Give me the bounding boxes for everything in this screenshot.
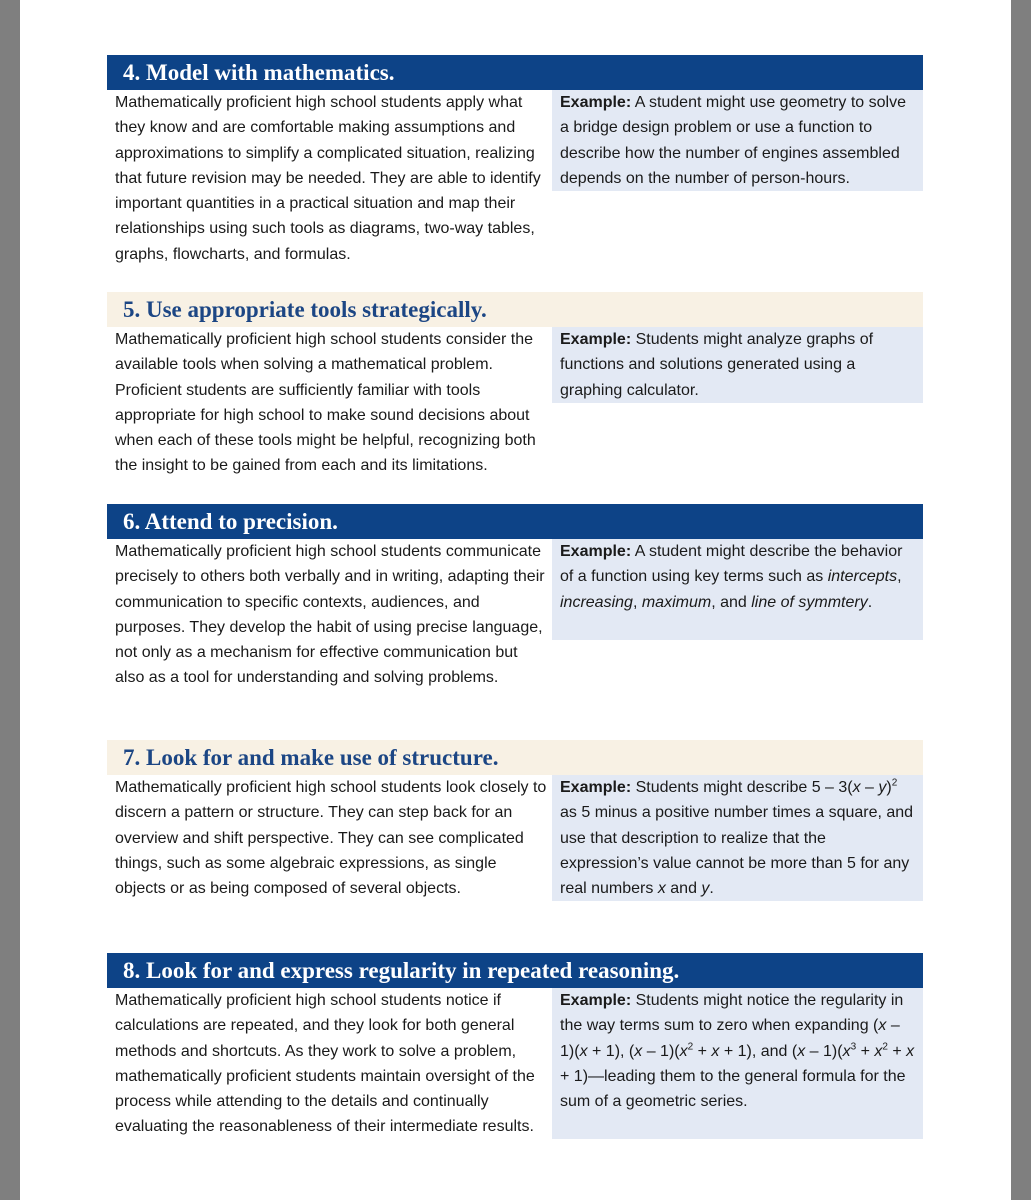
practice-section-5 <box>107 292 923 475</box>
separator: , <box>897 568 902 586</box>
example-text: + 1)—leading them to the general formula for the sum of a geometric series. <box>560 1067 906 1111</box>
section-description: Mathematically proficient high school students consider the available tools when solving a mathematical problem. Proficient students are sufficiently familiar with tools appropriate for high school to make sound decisions about when each of these tools might be helpful, recognizing both the insight to be gained from each and its limitations. <box>115 331 536 475</box>
example-text: ) <box>886 779 892 796</box>
term-line-of-symmetry: line of symmtery <box>751 593 868 611</box>
example-label: Example: <box>560 992 632 1009</box>
example-text: . <box>709 880 714 898</box>
example-label: Example: <box>560 779 632 796</box>
example-text: Students might describe 5 – 3( <box>635 779 853 796</box>
practice-section-7 <box>107 740 923 898</box>
variable-x: x <box>842 1042 851 1060</box>
variable-x: x <box>679 1042 688 1060</box>
section-heading: 8. Look for and express regularity in repeated reasoning. <box>107 953 923 988</box>
document-page <box>20 0 1011 1200</box>
section-description: Mathematically proficient high school students communicate precisely to others both verbally and in writing, adapting their communication to specific contexts, audiences, and purposes. They develop the habit of using precise language, not only as a mechanism for effective communication but also as a tool for understanding and solving problems. <box>115 543 545 687</box>
example-text: Students might analyze graphs of functions and solutions generated using a graphing calculator. <box>560 331 874 399</box>
example-text: Students might notice the regularity in the way terms sum to zero when expanding ( <box>560 992 904 1035</box>
example-label: Example: <box>560 331 632 348</box>
variable-x: x <box>634 1042 643 1060</box>
example-label: Example: <box>560 94 632 111</box>
term-intercepts: intercepts <box>827 568 898 586</box>
example-text: – <box>860 779 879 796</box>
variable-x: x <box>878 1017 887 1035</box>
example-text: + <box>856 1042 875 1060</box>
example-text: + <box>693 1042 712 1060</box>
example-box <box>552 539 923 640</box>
example-text: A student might use geometry to solve a bridge design problem or use a function to describe how the number of engines assembled depends on the number of person-hours. <box>560 94 906 187</box>
variable-y: y <box>878 779 887 796</box>
example-box <box>552 90 923 191</box>
variable-x: x <box>852 779 861 796</box>
example-intro: A student might describe the behavior of a function using key terms such as <box>560 543 903 586</box>
variable-x: x <box>906 1042 915 1060</box>
example-text: + <box>887 1042 907 1060</box>
example-text: – 1)( <box>560 1017 900 1060</box>
section-description: Mathematically proficient high school students notice if calculations are repeated, and they look for both general methods and shortcuts. As they work to solve a problem, mathematically proficient students maintain oversight of the process while attending to the details and continually evaluating the reasonableness of their intermediate results. <box>115 992 535 1136</box>
example-text: + 1), ( <box>587 1042 635 1060</box>
example-text: – 1)( <box>805 1042 843 1060</box>
example-text: + 1), and ( <box>719 1042 798 1060</box>
practice-section-8 <box>107 953 923 1136</box>
term-increasing: increasing <box>560 593 633 611</box>
practice-section-4 <box>107 55 923 263</box>
section-heading: 4. Model with mathematics. <box>107 55 923 90</box>
example-text: as 5 minus a positive number times a square, and use that description to realize that the expression’s value cannot be more than 5 for any real numbers <box>560 804 914 898</box>
variable-x: x <box>797 1042 806 1060</box>
example-label: Example: <box>560 543 632 560</box>
separator: , and <box>711 593 747 611</box>
separator: . <box>867 593 873 611</box>
example-box <box>552 988 923 1139</box>
term-maximum: maximum <box>641 593 712 611</box>
example-text: – 1)( <box>642 1042 680 1060</box>
variable-x: x <box>874 1042 883 1060</box>
exponent: 2 <box>687 1041 694 1053</box>
practice-section-6 <box>107 504 923 687</box>
variable-y: y <box>701 880 710 898</box>
exponent: 2 <box>891 777 898 789</box>
variable-x: x <box>657 880 666 898</box>
variable-x: x <box>711 1042 720 1060</box>
example-text: and <box>665 880 702 898</box>
section-heading: 5. Use appropriate tools strategically. <box>107 292 923 327</box>
section-heading: 7. Look for and make use of structure. <box>107 740 923 775</box>
exponent: 2 <box>882 1041 888 1053</box>
section-heading: 6. Attend to precision. <box>107 504 923 539</box>
example-box <box>552 327 923 403</box>
example-box <box>552 775 923 901</box>
section-description: Mathematically proficient high school students look closely to discern a pattern or structure. They can step back for an overview and shift perspective. They can see complicated things, such as some algebraic expressions, as single objects or as being composed of several objects. <box>115 779 547 898</box>
exponent: 3 <box>850 1041 857 1053</box>
variable-x: x <box>579 1042 588 1060</box>
section-description: Mathematically proficient high school students apply what they know and are comfortable making assumptions and approximations to simplify a complicated situation, realizing that future revision may be needed. They are able to identify important quantities in a practical situation and map their relationships using such tools as diagrams, two-way tables, graphs, flowcharts, and formulas. <box>115 94 541 263</box>
separator: , <box>632 593 638 611</box>
